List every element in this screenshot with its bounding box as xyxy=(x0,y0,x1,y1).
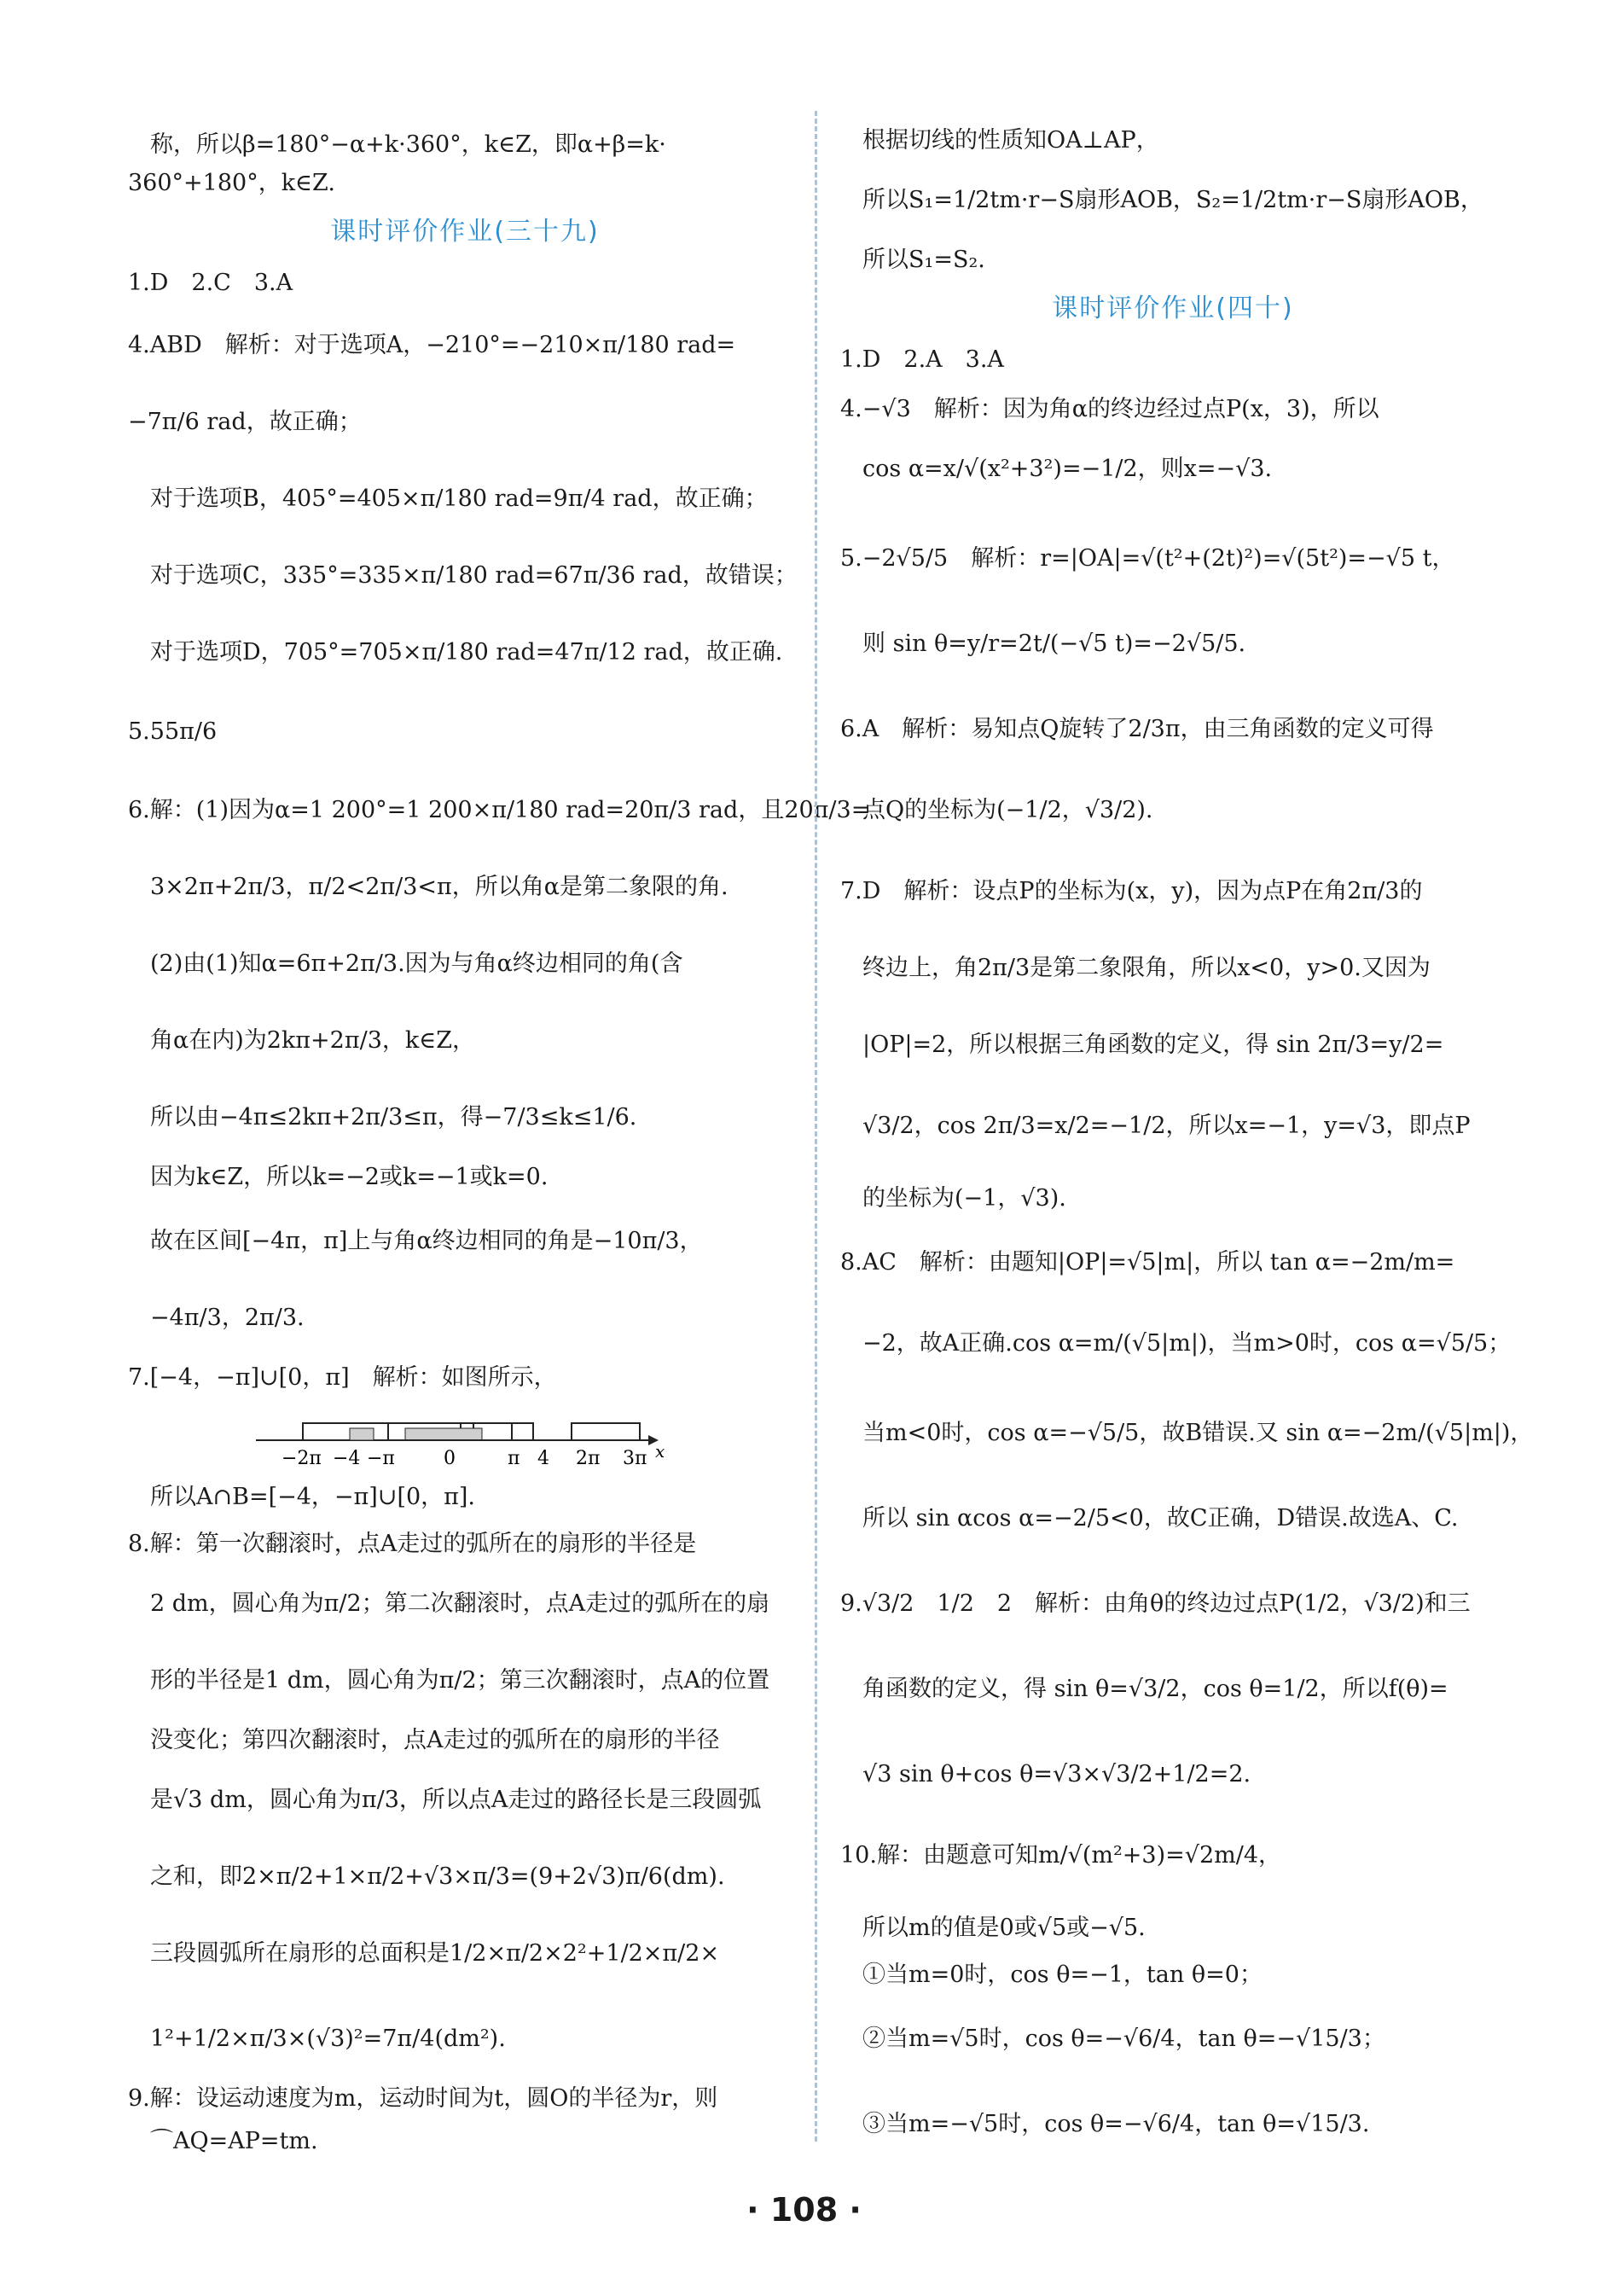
answer-line: 6.解：(1)因为α=1 200°=1 200×π/180 rad=20π/3 rad，且20π/3= xyxy=(128,797,871,823)
answer-line: 对于选项D，705°=705×π/180 rad=47π/12 rad，故正确. xyxy=(150,639,783,666)
answer-line: 的坐标为(−1，√3). xyxy=(862,1185,1066,1212)
tick-label: −4 xyxy=(333,1448,361,1468)
answer-line: 7.[−4，−π]∪[0，π] 解析：如图所示， xyxy=(128,1364,557,1391)
answer-line: 对于选项C，335°=335×π/180 rad=67π/36 rad，故错误； xyxy=(150,562,798,589)
answer-line: |OP|=2，所以根据三角函数的定义，得 sin 2π/3=y/2= xyxy=(862,1032,1444,1058)
text-line: 所以S₁=S₂. xyxy=(862,247,985,273)
answer-line: 5.55π/6 xyxy=(128,718,218,745)
column-divider xyxy=(815,111,817,2142)
answer-line: 角α在内)为2kπ+2π/3，k∈Z， xyxy=(150,1027,475,1054)
answer-line: 因为k∈Z，所以k=−2或k=−1或k=0. xyxy=(150,1164,549,1190)
answer-line: 4.ABD 解析：对于选项A，−210°=−210×π/180 rad= xyxy=(128,332,736,358)
tick-label: 3π xyxy=(623,1448,647,1468)
tick-label: 0 xyxy=(444,1448,456,1468)
answer-line: 1.D 2.A 3.A xyxy=(840,346,1004,373)
answer-line: 9.解：设运动速度为m，运动时间为t，圆O的半径为r，则 xyxy=(128,2085,718,2112)
answer-line: 8.AC 解析：由题知|OP|=√5|m|，所以 tan α=−2m/m= xyxy=(840,1249,1455,1276)
answer-line: 对于选项B，405°=405×π/180 rad=9π/4 rad，故正确； xyxy=(150,485,768,512)
axis-label: x xyxy=(655,1441,665,1462)
text-line: 称，所以β=180°−α+k·360°，k∈Z，即α+β=k· xyxy=(150,131,666,158)
answer-line: −7π/6 rad，故正确； xyxy=(128,409,362,435)
answer-line: √3 sin θ+cos θ=√3×√3/2+1/2=2. xyxy=(862,1761,1251,1787)
text-line: 360°+180°，k∈Z. xyxy=(128,170,335,196)
set-interval xyxy=(572,1423,640,1440)
answer-line: ⌒AQ=AP=tm. xyxy=(150,2128,318,2154)
intersection-shade xyxy=(350,1428,374,1440)
answer-line: 6.A 解析：易知点Q旋转了2/3π，由三角函数的定义可得 xyxy=(840,716,1434,742)
answer-line: 1²+1/2×π/3×(√3)²=7π/4(dm²). xyxy=(150,2026,506,2052)
answer-line: 没变化；第四次翻滚时，点A走过的弧所在的扇形的半径 xyxy=(150,1727,720,1753)
text-line: 根据切线的性质知OA⊥AP， xyxy=(862,127,1159,154)
answer-line: ②当m=√5时，cos θ=−√6/4，tan θ=−√15/3； xyxy=(862,2026,1385,2052)
answer-line: √3/2，cos 2π/3=x/2=−1/2，所以x=−1，y=√3，即点P xyxy=(862,1113,1471,1139)
answer-line: cos α=x/√(x²+3²)=−1/2，则x=−√3. xyxy=(862,456,1273,482)
answer-line: 4.−√3 解析：因为角α的终边经过点P(x，3)，所以 xyxy=(840,396,1379,422)
answer-line: 之和，即2×π/2+1×π/2+√3×π/3=(9+2√3)π/6(dm). xyxy=(150,1863,725,1890)
page-number: · 108 · xyxy=(746,2191,862,2229)
answer-line: 7.D 解析：设点P的坐标为(x，y)，因为点P在角2π/3的 xyxy=(840,878,1423,904)
section-heading-39: 课时评价作业(三十九) xyxy=(330,217,600,247)
answer-line: 终边上，角2π/3是第二象限角，所以x<0，y>0.又因为 xyxy=(862,955,1431,981)
answer-line: (2)由(1)知α=6π+2π/3.因为与角α终边相同的角(含 xyxy=(150,950,683,977)
answer-line: 三段圆弧所在扇形的总面积是1/2×π/2×2²+1/2×π/2× xyxy=(150,1940,720,1967)
answer-line: 所以由−4π≤2kπ+2π/3≤π，得−7/3≤k≤1/6. xyxy=(150,1104,637,1131)
tick-label: 4 xyxy=(537,1448,549,1468)
answer-line: 点Q的坐标为(−1/2，√3/2). xyxy=(862,797,1153,823)
tick-label: 2π xyxy=(576,1448,601,1468)
answer-line: 角函数的定义，得 sin θ=√3/2，cos θ=1/2，所以f(θ)= xyxy=(862,1676,1448,1702)
answer-line: 则 sin θ=y/r=2t/(−√5 t)=−2√5/5. xyxy=(862,631,1246,657)
answer-line: 所以A∩B=[−4，−π]∪[0，π]. xyxy=(150,1484,476,1510)
answer-line: 3×2π+2π/3，π/2<2π/3<π，所以角α是第二象限的角. xyxy=(150,874,729,900)
answer-line: 故在区间[−4π，π]上与角α终边相同的角是−10π/3， xyxy=(150,1228,703,1254)
answer-line: 2 dm，圆心角为π/2；第二次翻滚时，点A走过的弧所在的扇 xyxy=(150,1590,770,1617)
text-line: 所以S₁=1/2tm·r−S扇形AOB，S₂=1/2tm·r−S扇形AOB， xyxy=(862,187,1483,213)
answer-line: 1.D 2.C 3.A xyxy=(128,270,293,296)
number-line-figure xyxy=(247,1408,827,1468)
intersection-shade xyxy=(405,1428,482,1440)
answer-line: −2，故A正确.cos α=m/(√5|m|)，当m>0时，cos α=√5/5； xyxy=(862,1330,1512,1357)
tick-label: −2π xyxy=(282,1448,322,1468)
tick-label: π xyxy=(508,1448,520,1468)
answer-line: −4π/3，2π/3. xyxy=(150,1305,305,1331)
answer-line: 当m<0时，cos α=−√5/5，故B错误.又 sin α=−2m/(√5|m|)， xyxy=(862,1420,1534,1446)
answer-line: ①当m=0时，cos θ=−1，tan θ=0； xyxy=(862,1962,1263,1988)
answer-line: 所以m的值是0或√5或−√5. xyxy=(862,1915,1146,1941)
answer-line: ③当m=−√5时，cos θ=−√6/4，tan θ=√15/3. xyxy=(862,2111,1370,2137)
answer-line: 9.√3/2 1/2 2 解析：由角θ的终边过点P(1/2，√3/2)和三 xyxy=(840,1590,1471,1617)
tick-label: −π xyxy=(367,1448,395,1468)
answer-line: 是√3 dm，圆心角为π/3，所以点A走过的路径长是三段圆弧 xyxy=(150,1787,762,1813)
answer-line: 形的半径是1 dm，圆心角为π/2；第三次翻滚时，点A的位置 xyxy=(150,1667,770,1694)
answer-line: 8.解：第一次翻滚时，点A走过的弧所在的扇形的半径是 xyxy=(128,1531,697,1557)
answer-line: 5.−2√5/5 解析：r=|OA|=√(t²+(2t)²)=√(5t²)=−√5 t， xyxy=(840,545,1455,572)
answer-line: 10.解：由题意可知m/√(m²+3)=√2m/4， xyxy=(840,1842,1282,1869)
answer-line: 所以 sin αcos α=−2/5<0，故C正确，D错误.故选A、C. xyxy=(862,1505,1459,1532)
section-heading-40: 课时评价作业(四十) xyxy=(1052,294,1294,323)
